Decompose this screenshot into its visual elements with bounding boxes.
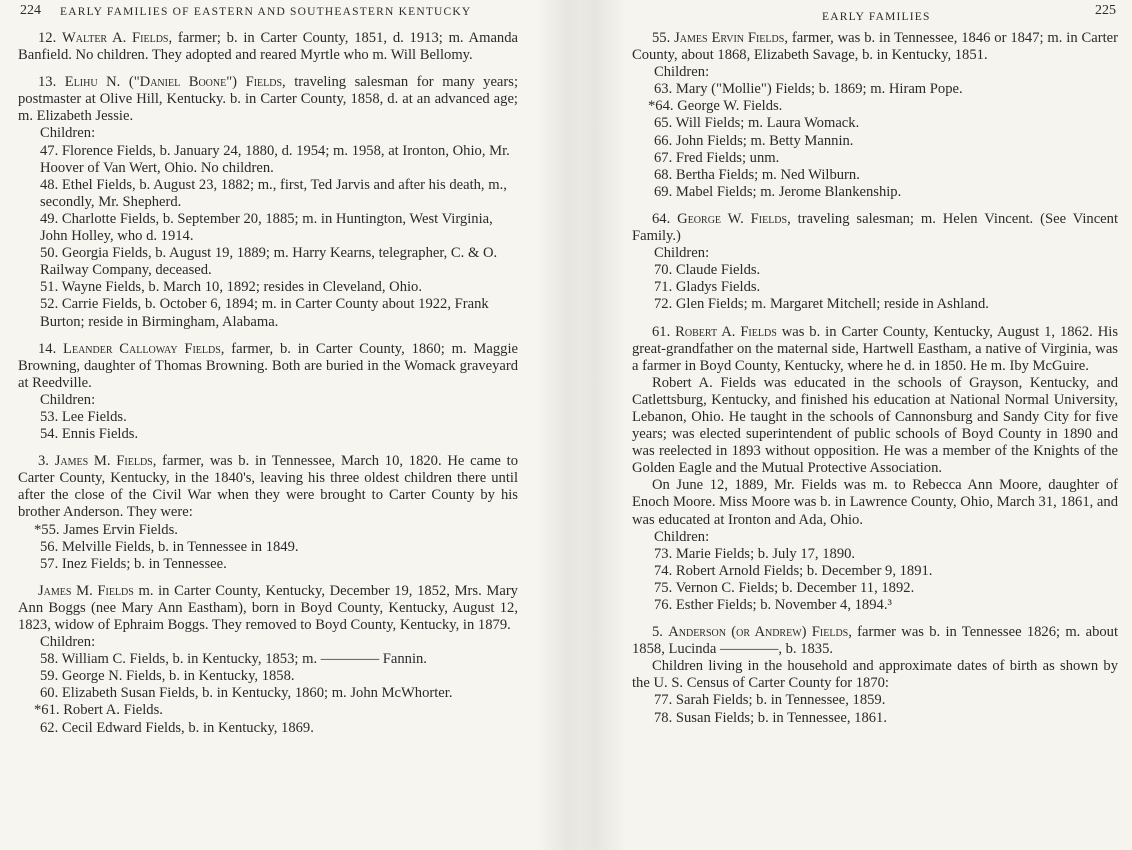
child-item: 56. Melville Fields, b. in Tennessee in 1849. <box>40 538 299 555</box>
entry-name: James M. Fields <box>54 453 153 470</box>
child-item: 73. Marie Fields; b. July 17, 1890. <box>654 545 856 562</box>
page-number: 225 <box>1095 3 1116 18</box>
entry-number: 5. <box>652 624 669 641</box>
child-item: *64. George W. Fields. <box>648 98 783 115</box>
child-item: 67. Fred Fields; unm. <box>654 149 780 166</box>
children-label: Children: <box>40 634 96 651</box>
child-item: 52. Carrie Fields, b. October 6, 1894; m. in Carter County about 1922, Frank Burton; reside in Birmingham, Alabama. <box>40 296 489 330</box>
child-item: 58. William C. Fields, b. in Kentucky, 1853; m. ———— Fannin. <box>40 651 427 668</box>
entry-name: James M. Fields <box>38 582 134 599</box>
entry-name: Walter A. Fields <box>62 30 169 46</box>
entry-number: 61. <box>652 323 676 340</box>
entry-name: Robert A. Fields <box>675 323 777 340</box>
child-item: 54. Ennis Fields. <box>40 426 139 443</box>
entry-text: , farmer was b. in Tennessee 1826; m. about 1858, Lucinda ————, b. 1835. <box>632 624 1119 658</box>
child-item: 48. Ethel Fields, b. August 23, 1882; m., first, Ted Jarvis and after his death, m., secondly, Mr. Shepherd. <box>40 176 507 210</box>
genealogy-entry <box>632 624 1118 658</box>
running-title: EARLY FAMILIES OF EASTERN AND SOUTHEASTERN KENTUCKY <box>60 6 472 18</box>
child-item: 57. Inez Fields; b. in Tennessee. <box>40 555 227 572</box>
entry-text: , traveling salesman for many years; postmaster at Olive Hill, Kentucky. b. in Carter County, 1858, d. at an advanced age; m. Elizabeth Jessie. <box>18 74 518 125</box>
child-item: 51. Wayne Fields, b. March 10, 1892; resides in Cleveland, Ohio. <box>40 279 422 296</box>
entry-name: Leander Calloway Fields <box>63 340 221 357</box>
child-item: 65. Will Fields; m. Laura Womack. <box>654 115 860 132</box>
entry-number: 64. <box>652 210 678 227</box>
entry-text: , farmer, b. in Carter County, 1860; m. Maggie Browning, daughter of Thomas Browning. Both are buried in the Womack graveyard at Reedville. <box>18 340 518 391</box>
entry-number: 55. <box>652 30 675 46</box>
entry-spacer <box>632 201 1118 211</box>
entry-spacer <box>18 573 518 583</box>
entry-spacer <box>18 443 518 453</box>
right-page-body <box>632 30 1118 727</box>
child-item: 75. Vernon C. Fields; b. December 11, 1892. <box>654 579 915 596</box>
child-item: 50. Georgia Fields, b. August 19, 1889; m. Harry Kearns, telegrapher, C. & O. Railway Company, deceased. <box>40 245 498 279</box>
genealogy-entry <box>18 74 518 125</box>
entry-name: George W. Fields <box>677 210 788 227</box>
entry-number: 12. <box>38 30 63 46</box>
running-title: EARLY FAMILIES <box>822 11 931 23</box>
genealogy-entry <box>18 453 518 521</box>
child-item: 47. Florence Fields, b. January 24, 1880, d. 1954; m. 1958, at Ironton, Ohio, Mr. Hoover of Van Wert, Ohio. No children. <box>40 142 510 176</box>
child-item: 69. Mabel Fields; m. Jerome Blankenship. <box>654 183 902 200</box>
right-page-header <box>632 0 1118 30</box>
child-item: 66. John Fields; m. Betty Mannin. <box>654 132 854 149</box>
child-item: 62. Cecil Edward Fields, b. in Kentucky, 1869. <box>40 719 314 736</box>
left-page-body <box>18 30 518 737</box>
entry-number: 13. <box>38 74 65 91</box>
child-item: 78. Susan Fields; b. in Tennessee, 1861. <box>654 709 888 726</box>
genealogy-entry <box>632 30 1118 64</box>
paragraph: Robert A. Fields was educated in the schools of Grayson, Kentucky, and Catlettsburg, Kentucky, and finished his education at National Normal University, Lebanon, Ohio. He taught in the schools of Cannonsburg and Sandy City for five years; was elected superintendent of public schools of Boyd County in 1890 and was reelected in 1893 without opposition. He was a member of the Knights of the Golden Eagle and the Mutual Protective Association. <box>632 374 1118 477</box>
left-page-header <box>18 0 518 30</box>
children-label: Children: <box>40 391 96 408</box>
entry-spacer <box>632 614 1118 624</box>
entry-text: was b. in Carter County, Kentucky, August 1, 1862. His great-grandfather on the maternal side, Hartwell Eastham, a native of Virginia, was a farmer in Boyd County, Kentucky, where he d. in 1850. He m. Iby McGuire. <box>632 323 1118 374</box>
paragraph: On June 12, 1889, Mr. Fields was m. to Rebecca Ann Moore, daughter of Enoch Moore. Miss Moore was b. in Lawrence County, Ohio, March 31, 1861, and was educated at Ironton and Ada, Ohio. <box>632 477 1118 528</box>
children-label: Children: <box>654 245 710 262</box>
entry-text: , farmer, was b. in Tennessee, March 10, 1820. He came to Carter County, Kentucky, in the 1840's, leaving his three oldest children there until after the close of the Civil War when they were brought to Carter County by his brother Anderson. They were: <box>18 453 518 521</box>
entry-text: , farmer, was b. in Tennessee, 1846 or 1847; m. in Carter County, about 1868, Elizabeth Savage, b. in Kentucky, 1851. <box>632 30 1118 64</box>
children-label: Children: <box>40 125 96 142</box>
child-item: 71. Gladys Fields. <box>654 279 761 296</box>
entry-name: Anderson (or Andrew) Fields <box>668 624 849 641</box>
child-item: 76. Esther Fields; b. November 4, 1894.³ <box>654 597 892 613</box>
child-item: 60. Elizabeth Susan Fields, b. in Kentucky, 1860; m. John McWhorter. <box>40 685 453 702</box>
entry-name: James Ervin Fields <box>674 30 785 46</box>
child-item: 63. Mary ("Mollie") Fields; b. 1869; m. Hiram Pope. <box>654 81 963 98</box>
entry-number: 14. <box>38 340 64 357</box>
child-item: 70. Claude Fields. <box>654 262 761 279</box>
entry-spacer <box>632 314 1118 324</box>
child-item: 68. Bertha Fields; m. Ned Wilburn. <box>654 166 860 183</box>
child-item: 77. Sarah Fields; b. in Tennessee, 1859. <box>654 692 886 709</box>
entry-text: , traveling salesman; m. Helen Vincent. (See Vincent Family.) <box>632 210 1118 245</box>
genealogy-entry <box>18 30 518 64</box>
child-item: 49. Charlotte Fields, b. September 20, 1885; m. in Huntington, West Virginia, John Holley, who d. 1914. <box>40 210 493 245</box>
entry-text: m. in Carter County, Kentucky, December 19, 1852, Mrs. Mary Ann Boggs (nee Mary Ann Eastham), born in Boyd County, Kentucky, August 12, 1823, widow of Ephraim Boggs. They removed to Boyd County, Kentucky, in 1879. <box>18 582 518 633</box>
genealogy-entry <box>632 211 1118 245</box>
child-item: 74. Robert Arnold Fields; b. December 9, 1891. <box>654 562 933 579</box>
right-page <box>566 0 1132 850</box>
entry-text: , farmer; b. in Carter County, 1851, d. 1913; m. Amanda Banfield. No children. They adopted and reared Myrtle who m. Will Bellomy. <box>18 30 519 64</box>
paragraph: Children living in the household and approximate dates of birth as shown by the U. S. Census of Carter County for 1870: <box>632 658 1118 692</box>
child-item: *61. Robert A. Fields. <box>34 702 163 719</box>
child-item: *55. James Ervin Fields. <box>34 521 178 538</box>
entry-number: 3. <box>38 453 55 470</box>
child-item: 59. George N. Fields, b. in Kentucky, 1858. <box>40 668 295 685</box>
entry-spacer <box>18 64 518 74</box>
genealogy-entry <box>18 341 518 392</box>
child-item: 53. Lee Fields. <box>40 408 127 425</box>
children-label: Children: <box>654 528 710 545</box>
entry-name: Elihu N. ("Daniel Boone") Fields <box>64 74 283 91</box>
children-label: Children: <box>654 64 710 81</box>
entry-spacer <box>18 331 518 341</box>
child-item: 72. Glen Fields; m. Margaret Mitchell; reside in Ashland. <box>654 296 989 313</box>
genealogy-entry <box>632 324 1118 375</box>
genealogy-entry <box>18 583 518 634</box>
page-number: 224 <box>20 3 41 18</box>
